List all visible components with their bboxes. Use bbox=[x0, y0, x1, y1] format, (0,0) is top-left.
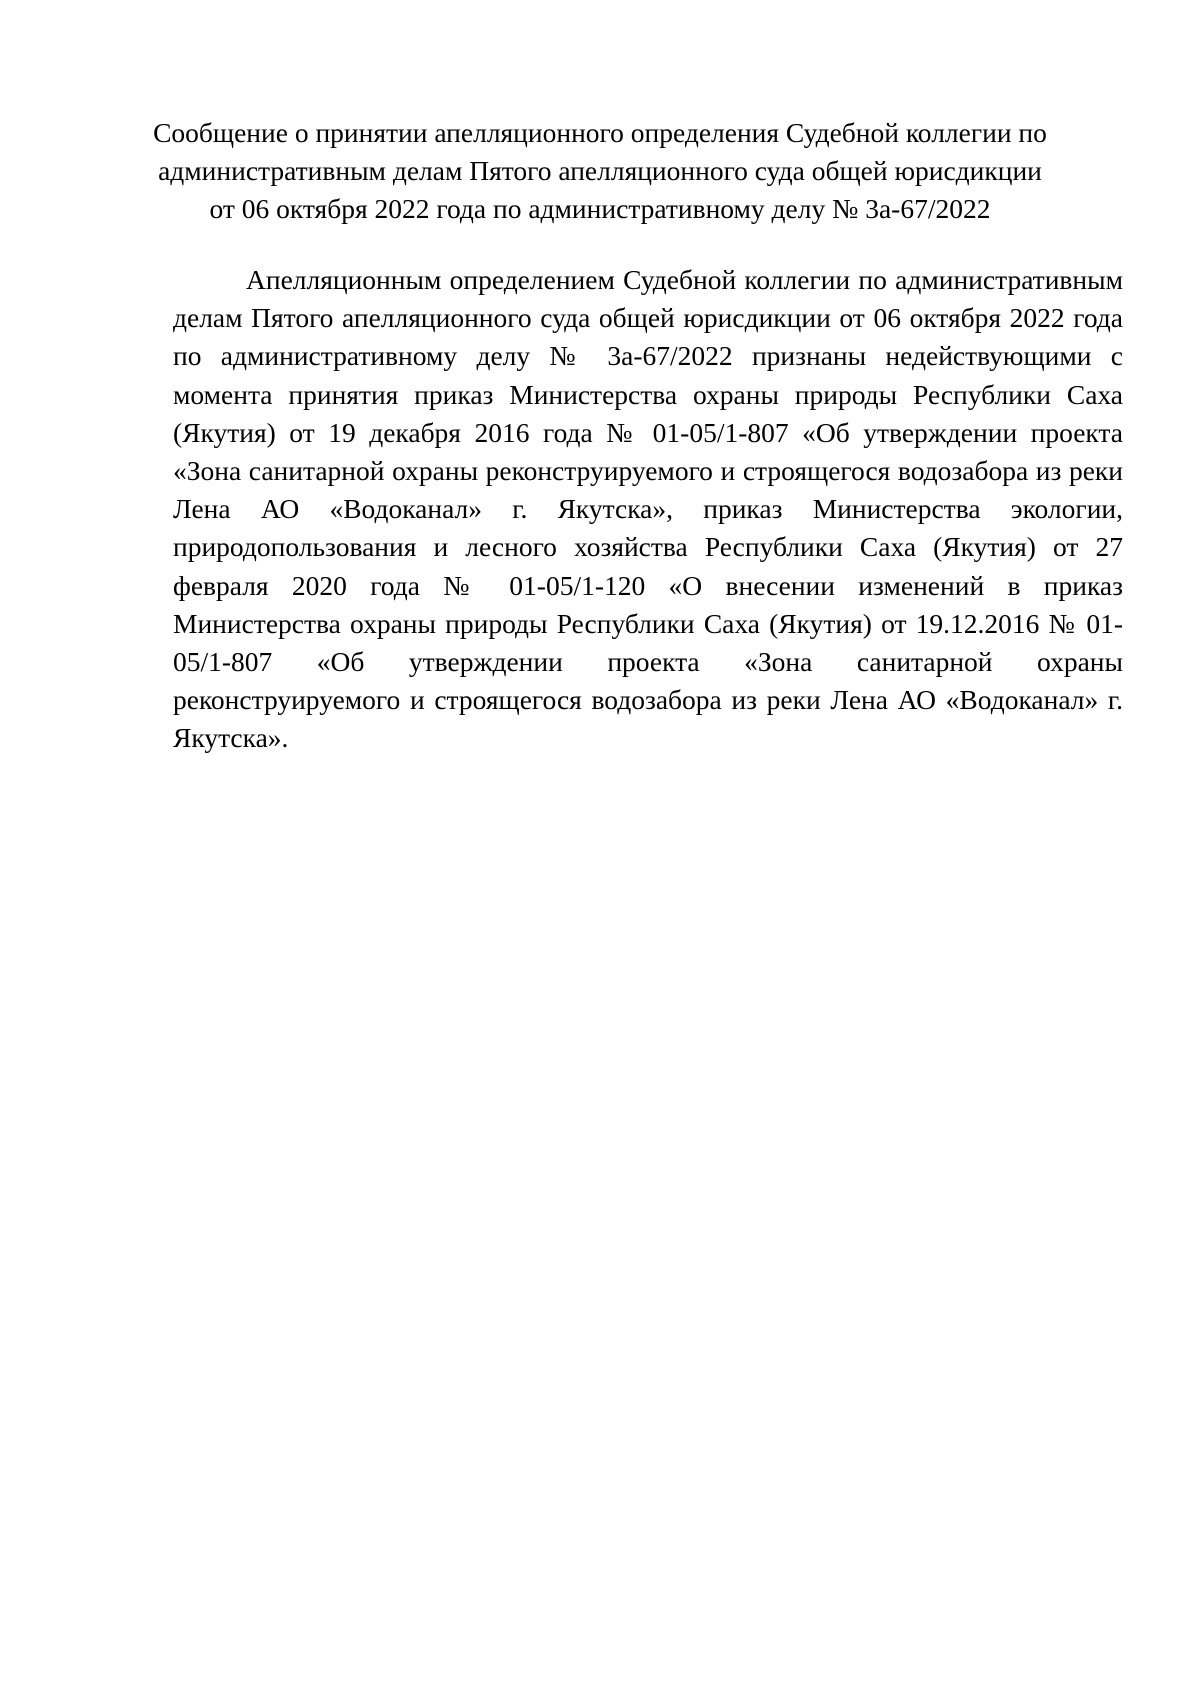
body-paragraph: Апелляционным определением Судебной коллегии по административным делам Пятого апелляционного суда общей юрисдикции от 06 октября 2022 года по административному делу № 3а-67/2022 признаны недействующими с момента принятия приказ Министерства охраны природы Республики Саха (Якутия) от 19 декабря 2016 года № 01-05/1-807 «Об утверждении проекта «Зона санитарной охраны реконструируемого и строящегося водозабора из реки Лена АО «Водоканал» г. Якутска», приказ Министерства экологии, природопользования и лесного хозяйства Республики Саха (Якутия) от 27 февраля 2020 года № 01-05/1-120 «О внесении изменений в приказ Министерства охраны природы Республики Саха (Якутия) от 19.12.2016 № 01-05/1-807 «Об утверждении проекта «Зона санитарной охраны реконструируемого и строящегося водозабора из реки Лена АО «Водоканал» г. Якутска». bbox=[173, 264, 1123, 754]
document-title bbox=[150, 114, 1050, 228]
title-line-1: Сообщение о принятии апелляционного определения Судебной коллегии по bbox=[153, 117, 1047, 148]
title-line-2: административным делам Пятого апелляционного суда общей юрисдикции bbox=[158, 155, 1042, 186]
title-line-3: от 06 октября 2022 года по административному делу № 3а-67/2022 bbox=[209, 193, 991, 224]
